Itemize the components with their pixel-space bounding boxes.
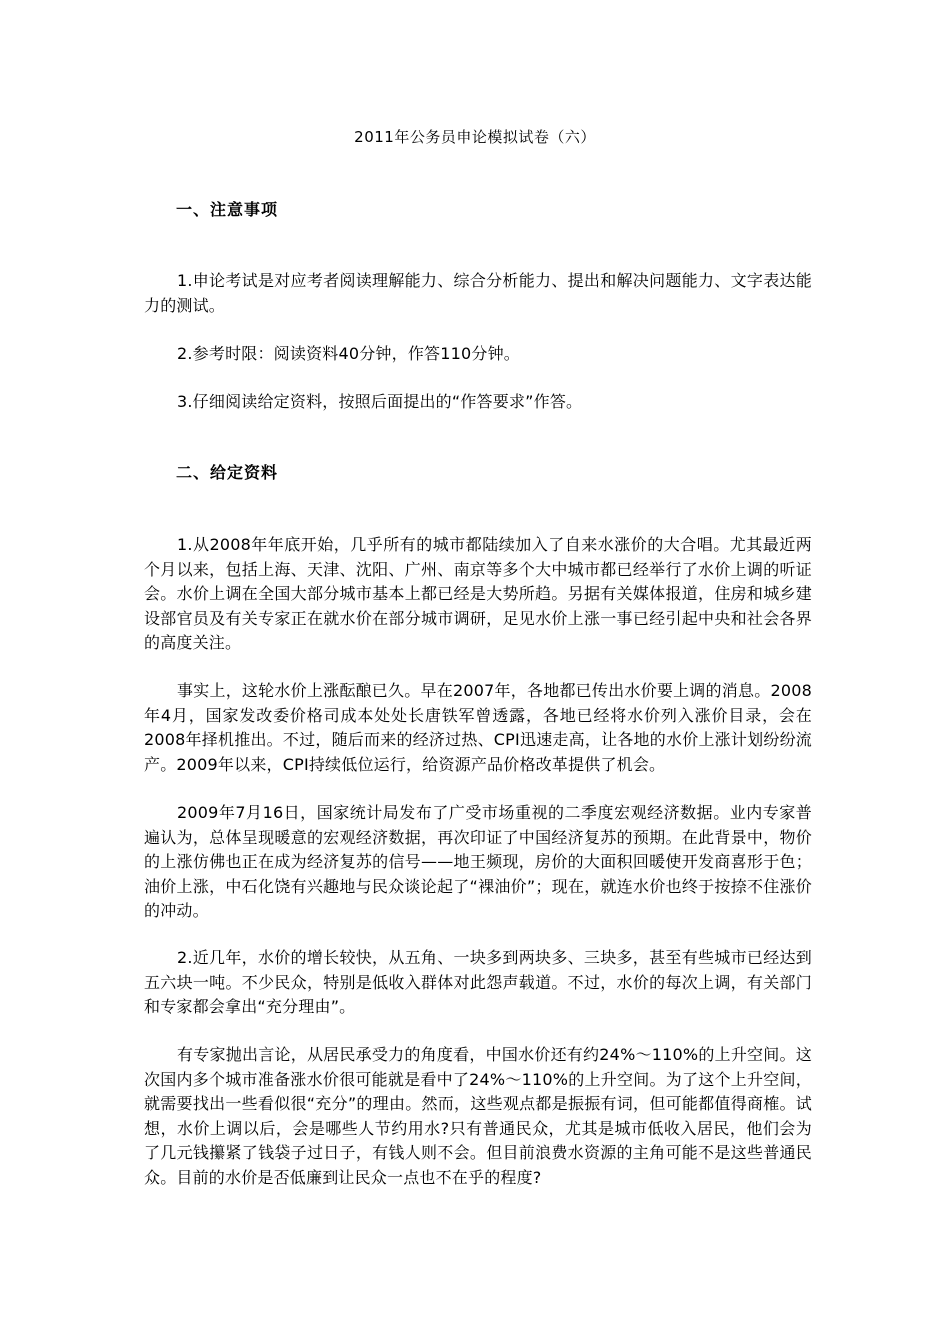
material-paragraph: 2.近几年，水价的增长较快，从五角、一块多到两块多、三块多，甚至有些城市已经达到五六块一吨。不少民众，特别是低收入群体对此怨声载道。不过，水价的每次上调，有关部门和专家都会拿出“充分理由”。 [144,948,812,1016]
material-paragraph: 1.从2008年年底开始，几乎所有的城市都陆续加入了自来水涨价的大合唱。尤其最近两个月以来，包括上海、天津、沈阳、广州、南京等多个大中城市都已经举行了水价上调的听证会。水价上调在全国大部分城市基本上都已经是大势所趋。另据有关媒体报道，住房和城乡建设部官员及有关专家正在就水价在部分城市调研，足见水价上涨一事已经引起中央和社会各界的高度关注。 [144,535,812,652]
material-paragraph: 有专家抛出言论，从居民承受力的角度看，中国水价还有约24%～110%的上升空间。这次国内多个城市准备涨水价很可能就是看中了24%～110%的上升空间。为了这个上升空间，就需要找出一些看似很“充分”的理由。然而，这些观点都是振振有词，但可能都值得商榷。试想，水价上调以后，会是哪些人节约用水?只有普通民众，尤其是城市低收入居民，他们会为了几元钱攥紧了钱袋子过日子，有钱人则不会。但目前浪费水资源的主角可能不是这些普通民众。目前的水价是否低廉到让民众一点也不在乎的程度? [144,1045,812,1187]
section-heading-notes: 一、注意事项 [176,200,279,219]
notes-item-3: 3.仔细阅读给定资料，按照后面提出的“作答要求”作答。 [177,392,583,411]
document-title: 2011年公务员申论模拟试卷（六） [354,128,596,146]
material-paragraph: 2009年7月16日，国家统计局发布了广受市场重视的二季度宏观经济数据。业内专家普遍认为，总体呈现暖意的宏观经济数据，再次印证了中国经济复苏的预期。在此背景中，物价的上涨仿佛也正在成为经济复苏的信号——地王频现，房价的大面积回暖使开发商喜形于色；油价上涨，中石化饶有兴趣地与民众谈论起了“裸油价”；现在，就连水价也终于按捺不住涨价的冲动。 [144,803,812,920]
section-heading-materials: 二、给定资料 [176,463,279,482]
notes-item-1: 1.申论考试是对应考者阅读理解能力、综合分析能力、提出和解决问题能力、文字表达能力的测试。 [144,271,812,315]
material-paragraph: 事实上，这轮水价上涨酝酿已久。早在2007年，各地都已传出水价要上调的消息。2008年4月，国家发改委价格司成本处处长唐铁军曾透露，各地已经将水价列入涨价目录，会在2008年择机推出。不过，随后而来的经济过热、CPI迅速走高，让各地的水价上涨计划纷纷流产。2009年以来，CPI持续低位运行，给资源产品价格改革提供了机会。 [144,681,812,774]
notes-item-2: 2.参考时限：阅读资料40分钟，作答110分钟。 [177,344,520,363]
